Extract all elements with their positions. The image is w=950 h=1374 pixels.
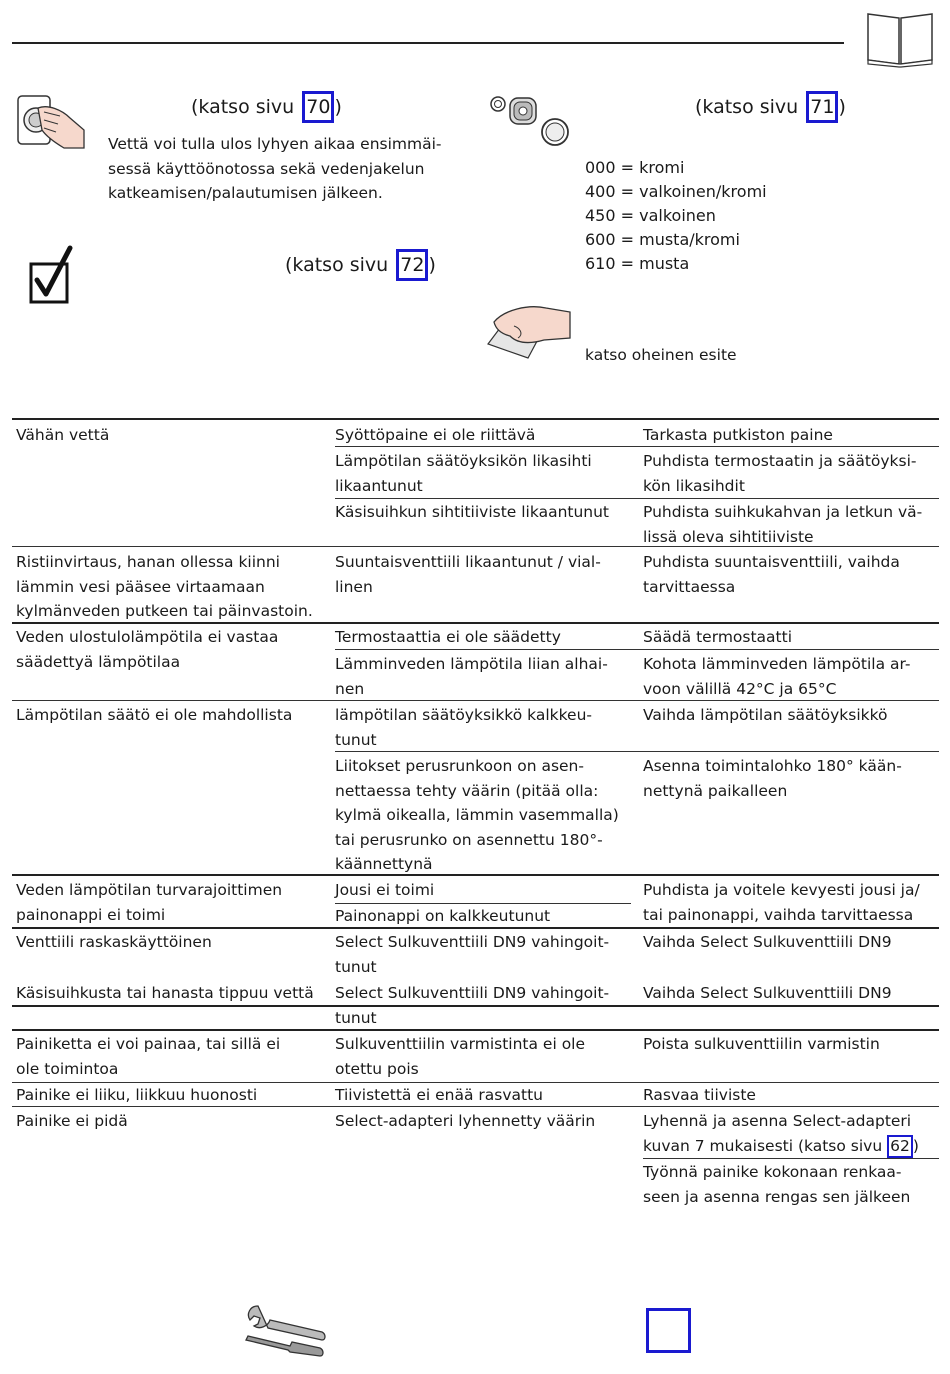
cell-line: Puhdista suuntaisventtiili, vaihda [643,553,900,571]
color-code-item: 450 = valkoinen [585,206,716,225]
cell-line: Vaihda Select Sulkuventtiili DN9 [643,984,892,1002]
cell-line: likaantunut [335,476,423,495]
hand-turning-knob-icon [14,90,88,150]
problem-cell [16,423,316,448]
cause-cell [335,1083,631,1108]
cleaning-note: katso oheinen esite [585,346,737,364]
cell-line: tai painonappi, vaihda tarvittaessa [643,905,914,924]
cell-line: Lämpötilan säätöyksikön likasihti [335,452,592,470]
cell-line: Ristiinvirtaus, hanan ollessa kiinni [16,553,280,571]
parts-set-icon [488,92,574,148]
reference-label: (katso sivu [695,96,805,118]
color-code-list [585,156,767,276]
cause-cell [335,878,631,903]
page-reference-70 [191,91,342,123]
open-book-icon [866,10,934,68]
problem-cell [16,1032,316,1081]
page-link-70[interactable]: 70 [302,91,334,123]
remedy-cell [643,423,935,448]
remedy-cell [643,500,935,549]
color-code-item: 600 = musta/kromi [585,230,740,249]
cell-line: käännettynä [335,855,433,873]
remedy-cell [643,703,935,728]
cell-line: Rasvaa tiiviste [643,1086,756,1104]
cause-cell [335,500,631,525]
cell-line: Syöttöpaine ei ole riittävä [335,426,536,444]
cause-cell [335,754,631,877]
cell-line: seen ja asenna rengas sen jälkeen [643,1187,911,1206]
cell-line: Vaihda lämpötilan säätöyksikkö [643,706,888,724]
cell-line: nen [335,679,365,698]
cell-line: Käsisuihkun sihtitiiviste likaantunut [335,503,610,521]
cell-line: Käsisuihkusta tai hanasta tippuu vettä [16,984,314,1002]
reference-label: kuvan 7 mukaisesti (katso sivu [643,1136,888,1155]
problem-cell [16,550,316,624]
cell-line: Sulkuventtiilin varmistinta ei ole [335,1035,586,1053]
page-reference-71 [695,91,846,123]
cell-line: Asenna toimintalohko 180° kään- [643,757,902,775]
cause-cell [335,1109,631,1134]
cause-cell [335,703,631,752]
cell-line: Painike ei liiku, liikkuu huonosti [16,1086,258,1104]
cell-line: nettynä paikalleen [643,781,788,800]
color-code-item: 610 = musta [585,254,690,273]
cause-cell [335,423,631,448]
cell-line: Puhdista suihkukahvan ja letkun vä- [643,503,923,521]
cause-cell [335,981,631,1030]
reference-label: (katso sivu [285,254,395,276]
page-reference-72 [285,249,436,281]
problem-cell [16,625,316,674]
problem-cell [16,930,316,955]
cell-line: otettu pois [335,1059,419,1078]
remedy-cell [643,625,935,650]
cell-line: tunut [335,1008,377,1027]
cell-line: Select-adapteri lyhennetty väärin [335,1112,596,1130]
cell-line: Veden lämpötilan turvarajoittimen [16,881,283,899]
cell-line: Painonappi on kalkkeutunut [335,907,551,925]
cell-line: voon välillä 42°C ja 65°C [643,679,837,698]
table-rule [12,418,939,420]
cell-line: Suuntaisventtiili likaantunut / vial- [335,553,601,571]
cell-line: Vähän vettä [16,426,110,444]
color-code-item: 400 = valkoinen/kromi [585,182,767,201]
cell-line: Kohota lämminveden lämpötila ar- [643,655,911,673]
page-link-62[interactable]: 62 [887,1135,913,1158]
cause-cell [335,904,631,929]
cell-line: Select Sulkuventtiili DN9 vahingoit- [335,984,610,1002]
cell-line: kön likasihdit [643,476,745,495]
remedy-cell [643,449,935,498]
cell-line: tarvittaessa [643,577,736,596]
reference-label: (katso sivu [191,96,301,118]
remedy-cell [643,550,935,599]
page-link-72[interactable]: 72 [396,249,428,281]
cell-line: Lämminveden lämpötila liian alhai- [335,655,608,673]
cell-line: Termostaattia ei ole säädetty [335,628,561,646]
cause-cell [335,652,631,701]
cell-line: tunut [335,957,377,976]
page-link-box[interactable] [646,1308,691,1353]
cell-line: Venttiili raskaskäyttöinen [16,933,212,951]
cell-line: nettaessa tehty väärin (pitää olla: [335,781,599,800]
cell-line: Select Sulkuventtiili DN9 vahingoit- [335,933,610,951]
remedy-cell [643,981,935,1006]
cell-line: linen [335,577,373,596]
remedy-cell [643,1032,935,1057]
problem-cell [16,1109,316,1134]
hand-wiping-cloth-icon [484,300,572,360]
cell-line: Puhdista termostaatin ja säätöyksi- [643,452,917,470]
cell-line: ole toimintoa [16,1059,119,1078]
remedy-cell [643,652,935,701]
cell-line: kylmänveden putkeen tai päinvastoin. [16,602,313,620]
problem-cell [16,878,316,927]
remedy-cell [643,878,935,927]
cause-cell [335,449,631,498]
cell-line: Säädä termostaatti [643,628,793,646]
note-line: sessä käyttöönotossa sekä vedenjakelun [108,159,425,178]
checkmark-box-icon [26,244,76,306]
row-rule [335,498,939,499]
row-rule [643,1158,939,1159]
cause-cell [335,1032,631,1081]
cell-line: Puhdista ja voitele kevyesti jousi ja/ [643,881,920,899]
remedy-cell [643,1160,935,1209]
header-rule [12,42,844,44]
cell-line: lämmin vesi pääsee virtaamaan [16,577,265,596]
remedy-cell [643,930,935,955]
cell-line: Veden ulostulolämpötila ei vastaa [16,628,279,646]
reference-suffix: ) [428,254,436,276]
cell-line: Tarkasta putkiston paine [643,426,833,444]
problem-cell [16,1083,316,1108]
note-line: Vettä voi tulla ulos lyhyen aikaa ensimmäi- [108,135,442,153]
cell-line: Työnnä painike kokonaan renkaa- [643,1163,902,1181]
page-link-71[interactable]: 71 [806,91,838,123]
reference-suffix: ) [912,1136,919,1155]
cause-cell [335,550,631,599]
cause-cell [335,625,631,650]
cell-line: Painiketta ei voi painaa, tai sillä ei [16,1035,281,1053]
cell-line: Lyhennä ja asenna Select-adapteri [643,1112,912,1130]
cell-line: lämpötilan säätöyksikkö kalkkeu- [335,706,592,724]
cell-line: Poista sulkuventtiilin varmistin [643,1035,880,1053]
cause-cell [335,930,631,979]
first-use-note [108,132,448,206]
note-line: katkeamisen/palautumisen jälkeen. [108,184,383,202]
cell-line: Painike ei pidä [16,1112,128,1130]
remedy-cell [643,754,935,803]
cell-line: Vaihda Select Sulkuventtiili DN9 [643,933,892,951]
cell-line: painonappi ei toimi [16,905,166,924]
cell-line: Lämpötilan säätö ei ole mahdollista [16,706,293,724]
cell-line: Tiivistettä ei enää rasvattu [335,1086,544,1104]
problem-cell [16,703,316,728]
cell-line [643,1134,935,1159]
cell-line: tai perusrunko on asennettu 180°- [335,830,603,849]
cell-line: tunut [335,730,377,749]
cell-line: säädettyä lämpötilaa [16,652,181,671]
remedy-cell [643,1109,935,1158]
cell-line: Liitokset perusrunkoon on asen- [335,757,584,775]
wrench-screwdriver-icon [244,1300,328,1358]
cell-line: Jousi ei toimi [335,881,435,899]
cell-line: kylmä oikealla, lämmin vasemmalla) [335,806,619,824]
reference-suffix: ) [334,96,342,118]
reference-suffix: ) [838,96,846,118]
color-code-item: 000 = kromi [585,158,685,177]
remedy-cell [643,1083,935,1108]
cell-line: lissä oleva sihtitiiviste [643,527,814,546]
problem-cell [16,981,316,1006]
